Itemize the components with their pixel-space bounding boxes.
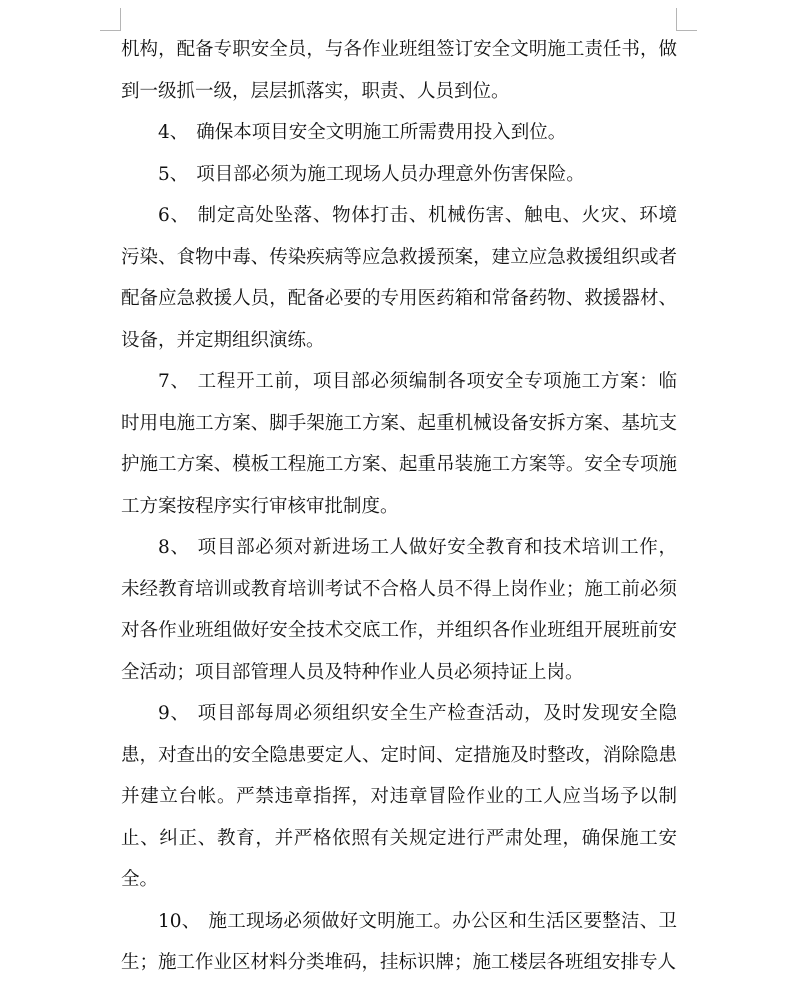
paragraph-4 (121, 112, 677, 154)
paragraph-number: 9、 (158, 703, 190, 724)
paragraph-text: 确保本项目安全文明施工所需费用投入到位。 (196, 122, 567, 143)
paragraph-text: 施工现场必须做好文明施工。办公区和生活区要整洁、卫生；施工作业区材料分类堆码，挂标识牌；施工楼层各班组安排专人 (121, 910, 677, 973)
paragraph-10 (121, 901, 677, 984)
paragraph-8 (121, 527, 677, 693)
paragraph-text: 制定高处坠落、物体打击、机械伤害、触电、火灾、环境污染、食物中毒、传染疾病等应急救援预案，建立应急救援组织或者配备应急救援人员，配备必要的专用医药箱和常备药物、救援器材、设备，并定期组织演练。 (121, 205, 677, 351)
paragraph-text: 机构，配备专职安全员，与各作业班组签订安全文明施工责任书，做到一级抓一级，层层抓落实，职责、人员到位。 (121, 39, 677, 102)
paragraph-9 (121, 693, 677, 901)
paragraph-text: 项目部必须为施工现场人员办理意外伤害保险。 (196, 163, 585, 185)
paragraph-continuation (121, 29, 677, 112)
paragraph-number: 10、 (158, 910, 201, 932)
paragraph-text: 项目部每周必须组织安全生产检查活动，及时发现安全隐患，对查出的安全隐患要定人、定时间、定措施及时整改，消除隐患并建立台帐。严禁违章指挥，对违章冒险作业的工人应当场予以制止、纠正、教育，并严格依照有关规定进行严肃处理，确保施工安全。 (121, 703, 677, 890)
paragraph-7 (121, 361, 677, 527)
document-body (121, 29, 677, 984)
paragraph-number: 6、 (158, 205, 190, 226)
paragraph-number: 4、 (158, 122, 189, 143)
paragraph-number: 5、 (158, 163, 189, 185)
crop-mark-top-left (100, 8, 121, 31)
paragraph-text: 项目部必须对新进场工人做好安全教育和技术培训工作，未经教育培训或教育培训考试不合格人员不得上岗作业；施工前必须对各作业班组做好安全技术交底工作，并组织各作业班组开展班前安全活动；项目部管理人员及特种作业人员必须持证上岗。 (121, 537, 677, 683)
paragraph-number: 7、 (158, 371, 190, 392)
paragraph-5 (121, 154, 677, 196)
paragraph-number: 8、 (158, 537, 190, 558)
crop-mark-top-right (676, 8, 697, 31)
paragraph-6 (121, 195, 677, 361)
paragraph-text: 工程开工前，项目部必须编制各项安全专项施工方案：临时用电施工方案、脚手架施工方案、起重机械设备安拆方案、基坑支护施工方案、模板工程施工方案、起重吊装施工方案等。安全专项施工方案按程序实行审核审批制度。 (121, 371, 677, 517)
